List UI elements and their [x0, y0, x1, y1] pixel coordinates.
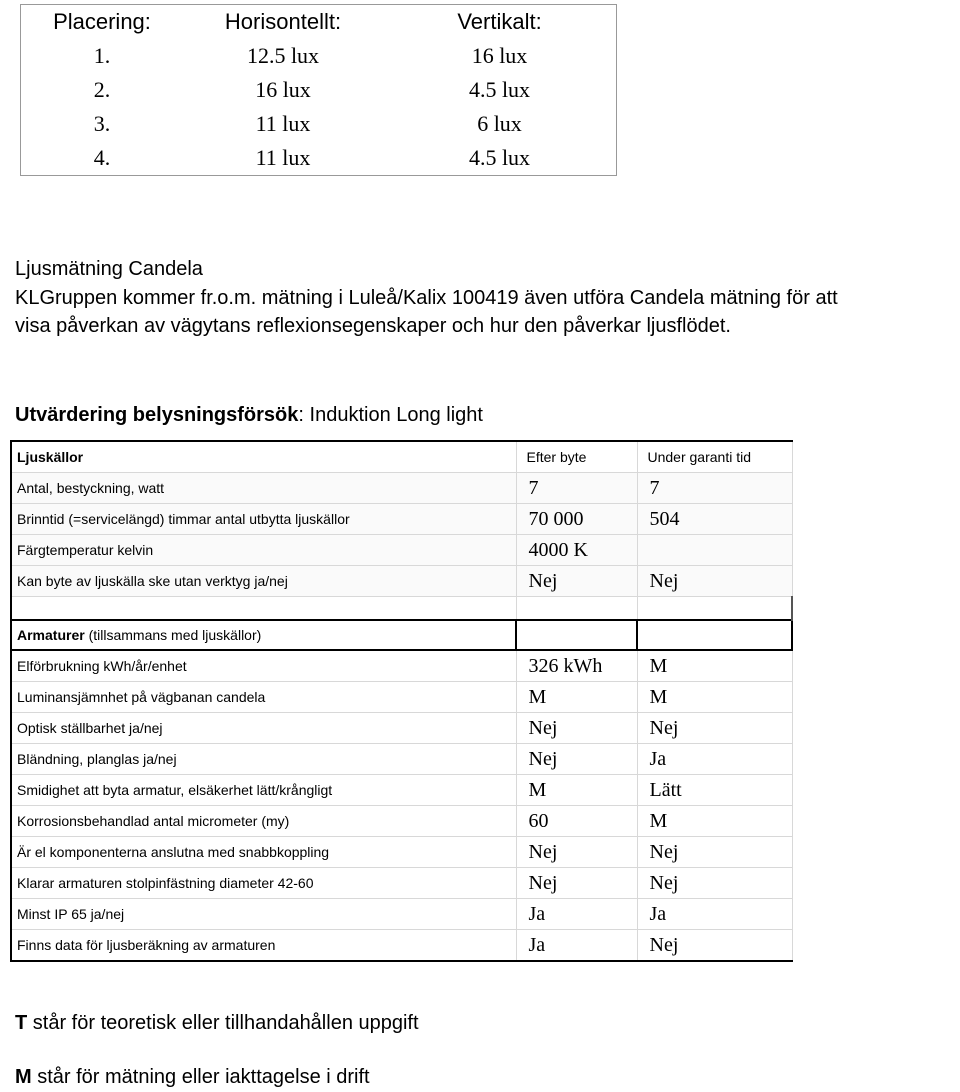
- armatur-row-value1: Nej: [516, 837, 637, 868]
- armatur-row-value1: M: [516, 682, 637, 713]
- armatur-header-empty: [637, 620, 792, 650]
- candela-paragraph-line2: visa påverkan av vägytans reflexionsegenskaper och hur den påverkar ljusflödet.: [15, 315, 731, 337]
- light-row: [11, 504, 792, 535]
- armatur-header-bold: Armaturer: [17, 627, 85, 643]
- armatur-header-rest: (tillsammans med ljuskällor): [84, 627, 262, 643]
- light-row-value2: 7: [637, 473, 792, 504]
- armatur-row-label: Minst IP 65 ja/nej: [11, 899, 516, 930]
- light-row-value1: 7: [516, 473, 637, 504]
- armatur-row: [11, 682, 792, 713]
- placement-cell: 11 lux: [255, 145, 311, 170]
- armatur-row-label: Finns data för ljusberäkning av armaturen: [11, 930, 516, 962]
- armatur-row: [11, 806, 792, 837]
- footnote-m-letter: M: [15, 1066, 32, 1088]
- armatur-row-value1: Ja: [516, 930, 637, 962]
- armatur-row: [11, 837, 792, 868]
- candela-paragraph-line1: KLGruppen kommer fr.o.m. mätning i Luleå/Kalix 100419 även utföra Candela mätning för att: [15, 287, 838, 309]
- armatur-row: [11, 899, 792, 930]
- footnote-t-text: står för teoretisk eller tillhandahållen uppgift: [27, 1012, 419, 1034]
- spacer-cell: [516, 597, 637, 621]
- light-row-value2: 504: [637, 504, 792, 535]
- placement-cell: 2.: [93, 77, 111, 102]
- armatur-header: [11, 620, 516, 650]
- armatur-row-value2: M: [637, 806, 792, 837]
- evaluation-table-wrapper: [10, 440, 793, 962]
- placement-cell: 3.: [93, 111, 111, 136]
- evaluation-title-bold: Utvärdering belysningsförsök: [15, 404, 299, 426]
- header-ljuskallor-label: Ljuskällor: [17, 449, 84, 465]
- placement-cell: 11 lux: [255, 111, 311, 136]
- header-efter-byte: Efter byte: [516, 441, 637, 473]
- armatur-row-value1: Ja: [516, 899, 637, 930]
- armatur-row-label: Är el komponenterna anslutna med snabbkoppling: [11, 837, 516, 868]
- placement-row: [21, 73, 617, 107]
- armatur-row: [11, 775, 792, 806]
- light-row-value1: Nej: [516, 566, 637, 597]
- footnote-t-letter: T: [15, 1012, 28, 1034]
- placement-cell: 4.5 lux: [468, 145, 531, 170]
- light-row-label: Antal, bestyckning, watt: [11, 473, 516, 504]
- light-row-label: Färgtemperatur kelvin: [11, 535, 516, 566]
- armatur-header-empty: [516, 620, 637, 650]
- armatur-row-value2: M: [637, 650, 792, 682]
- light-row-value2: Nej: [637, 566, 792, 597]
- armatur-row-label: Smidighet att byta armatur, elsäkerhet lätt/krångligt: [11, 775, 516, 806]
- placement-cell: 6 lux: [477, 111, 522, 136]
- light-row-label: Brinntid (=servicelängd) timmar antal utbytta ljuskällor: [11, 504, 516, 535]
- armatur-row-value1: Nej: [516, 744, 637, 775]
- armatur-row: [11, 930, 792, 962]
- armatur-row-value2: Nej: [637, 837, 792, 868]
- placement-header-row: [21, 5, 617, 40]
- footnote-m-text: står för mätning eller iakttagelse i drift: [31, 1066, 370, 1088]
- light-row-value2: [637, 535, 792, 566]
- header-ljuskallor: [11, 441, 516, 473]
- armatur-row-value2: Lätt: [637, 775, 792, 806]
- footnote-t: [15, 1012, 419, 1035]
- armatur-row-value2: Ja: [637, 899, 792, 930]
- light-row: [11, 566, 792, 597]
- armatur-row: [11, 744, 792, 775]
- armatur-row: [11, 713, 792, 744]
- placement-cell: 16 lux: [471, 43, 528, 68]
- placement-header-vertikalt: Vertikalt:: [457, 9, 542, 34]
- armatur-row-value2: Nej: [637, 930, 792, 962]
- evaluation-title: [15, 404, 483, 427]
- light-row-value1: 4000 K: [516, 535, 637, 566]
- light-row-label: Kan byte av ljuskälla ske utan verktyg ja/nej: [11, 566, 516, 597]
- placement-header-horisontellt: Horisontellt:: [224, 9, 342, 34]
- armatur-row-label: Korrosionsbehandlad antal micrometer (my): [11, 806, 516, 837]
- evaluation-header-row: [11, 441, 792, 473]
- spacer-cell: [11, 597, 516, 621]
- armatur-row-value2: Nej: [637, 868, 792, 899]
- armatur-row-label: Luminansjämnhet på vägbanan candela: [11, 682, 516, 713]
- armatur-row-value1: Nej: [516, 713, 637, 744]
- header-under-garanti: Under garanti tid: [637, 441, 792, 473]
- evaluation-title-rest: : Induktion Long light: [298, 404, 483, 426]
- light-row-value1: 70 000: [516, 504, 637, 535]
- placement-row: [21, 107, 617, 141]
- light-row: [11, 473, 792, 504]
- placement-cell: 1.: [93, 43, 111, 68]
- placement-row: [21, 39, 617, 73]
- armatur-row-label: Bländning, planglas ja/nej: [11, 744, 516, 775]
- armatur-row-label: Optisk ställbarhet ja/nej: [11, 713, 516, 744]
- armatur-row-value1: Nej: [516, 868, 637, 899]
- armatur-row: [11, 868, 792, 899]
- armatur-header-row: [11, 620, 792, 650]
- light-row: [11, 535, 792, 566]
- armatur-row-value1: 326 kWh: [516, 650, 637, 682]
- armatur-row-value1: 60: [516, 806, 637, 837]
- placement-cell: 16 lux: [255, 77, 311, 102]
- armatur-row-value2: Ja: [637, 744, 792, 775]
- placement-cell: 12.5 lux: [246, 43, 320, 68]
- placement-cell: 4.: [93, 145, 111, 170]
- placement-row: [21, 141, 617, 176]
- placement-table: [20, 4, 617, 176]
- spacer-cell: [637, 597, 792, 621]
- evaluation-table: [10, 440, 793, 962]
- armatur-row-value2: M: [637, 682, 792, 713]
- spacer-row: [11, 597, 792, 621]
- placement-cell: 4.5 lux: [468, 77, 531, 102]
- placement-header-placering: Placering:: [53, 9, 151, 34]
- armatur-row-value1: M: [516, 775, 637, 806]
- armatur-row: [11, 650, 792, 682]
- armatur-row-label: Elförbrukning kWh/år/enhet: [11, 650, 516, 682]
- footnote-m: [15, 1066, 370, 1089]
- candela-heading: Ljusmätning Candela: [15, 258, 203, 280]
- armatur-row-label: Klarar armaturen stolpinfästning diameter 42-60: [11, 868, 516, 899]
- armatur-row-value2: Nej: [637, 713, 792, 744]
